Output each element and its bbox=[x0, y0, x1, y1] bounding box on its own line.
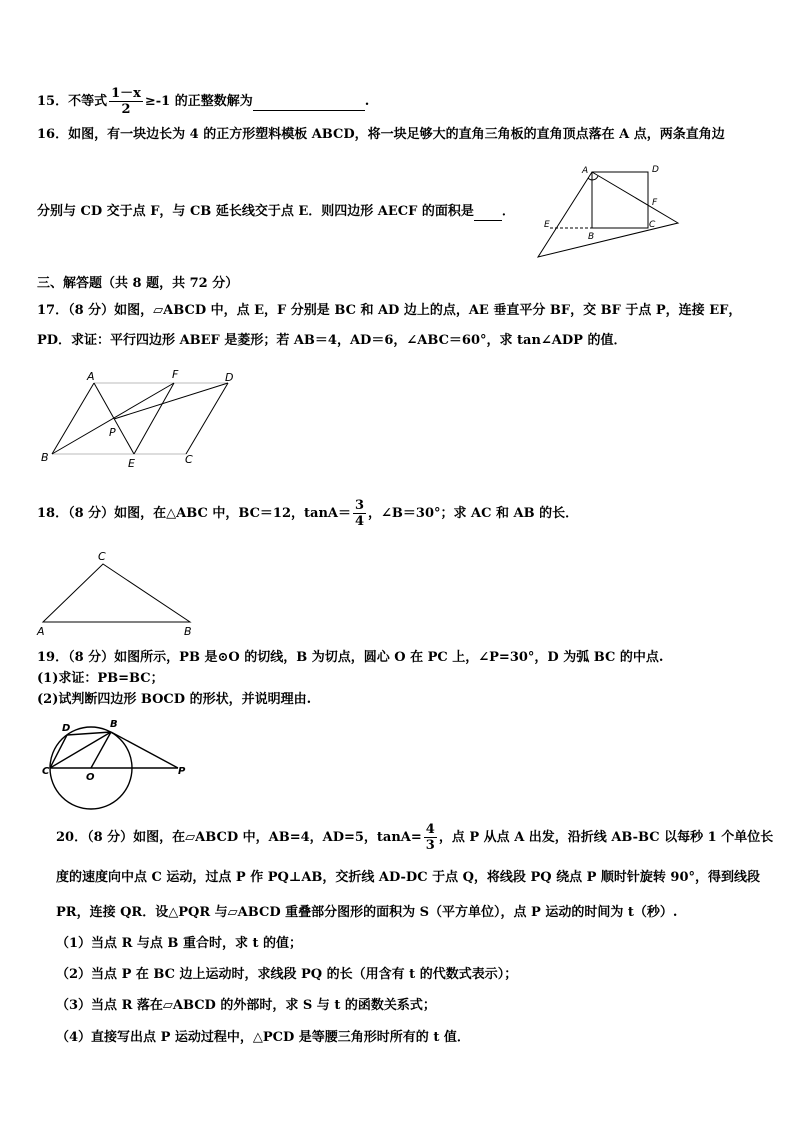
q20-sub3: （3）当点 R 落在▱ABCD 的外部时，求 S 与 t 的函数关系式； bbox=[56, 998, 436, 1013]
q19-line1: 19．（8 分）如图所示，PB 是⊙O 的切线，B 为切点，圆心 O 在 PC 上，∠P=30°，D 为弧 BC 的中点. bbox=[37, 650, 664, 665]
q16-answer-blank[interactable] bbox=[474, 204, 502, 221]
q17-label-b: B bbox=[41, 451, 49, 464]
q16-label-d: D bbox=[652, 165, 659, 175]
q15-fraction bbox=[109, 86, 143, 117]
q19-line2: (1)求证：PB=BC； bbox=[37, 671, 164, 686]
q17-label-e: E bbox=[128, 457, 135, 470]
q17-label-d: D bbox=[225, 371, 234, 384]
q20-line3: PR，连接 QR．设△PQR 与▱ABCD 重叠部分图形的面积为 S（平方单位），点 P 运动的时间为 t（秒）. bbox=[56, 905, 678, 920]
q18-figure bbox=[36, 548, 206, 638]
q16-figure bbox=[534, 160, 694, 260]
q17-side-ab bbox=[52, 383, 94, 454]
q16-label-a: A bbox=[582, 166, 589, 176]
q16-line1: 16．如图，有一块边长为 4 的正方形塑料模板 ABCD，将一块足够大的直角三角板的直角顶点落在 A 点，两条直角边 bbox=[37, 127, 725, 142]
q20-line2: 度的速度向中点 C 运动，过点 P 作 PQ⊥AB，交折线 AD-DC 于点 Q，将线段 PQ 绕点 P 顺时针旋转 90°，得到线段 bbox=[56, 870, 761, 885]
q15-answer-blank[interactable] bbox=[253, 94, 365, 111]
q16-tail: ． bbox=[501, 204, 515, 219]
q20-line1 bbox=[56, 822, 773, 853]
q17-figure bbox=[38, 368, 248, 468]
q19-line-pb bbox=[111, 732, 178, 768]
q16-label-c: C bbox=[649, 220, 656, 230]
q16-line2 bbox=[37, 204, 515, 221]
q17-label-a: A bbox=[87, 370, 95, 383]
q15-prefix: 15．不等式 bbox=[37, 94, 108, 109]
q18-suffix: ，∠B＝30°；求 AC 和 AB 的长． bbox=[368, 506, 579, 521]
q20-sub1: （1）当点 R 与点 B 重合时，求 t 的值； bbox=[56, 936, 302, 951]
q16-label-f: F bbox=[652, 198, 658, 208]
q18-frac-num: 3 bbox=[354, 498, 365, 513]
q19-label-b: B bbox=[110, 719, 118, 730]
q18-prefix: 18．（8 分）如图，在△ABC 中，BC＝12，tanA＝ bbox=[37, 506, 351, 521]
section3-title: 三、解答题（共 8 题，共 72 分） bbox=[37, 276, 239, 291]
q18-label-a: A bbox=[37, 625, 45, 638]
q16-line2-text: 分别与 CD 交于点 F，与 CB 延长线交于点 E．则四边形 AECF 的面积是 bbox=[37, 204, 474, 219]
q15-frac-num: 1－x bbox=[111, 86, 141, 101]
q20-frac-den: 3 bbox=[425, 838, 435, 853]
q15-frac-den: 2 bbox=[121, 102, 131, 117]
q19-line-db bbox=[67, 732, 111, 735]
q17-segment-bf bbox=[52, 383, 174, 454]
q17-segment-ef bbox=[134, 383, 174, 454]
q19-figure bbox=[38, 714, 198, 814]
q18-frac-den: 4 bbox=[354, 514, 365, 529]
q17-side-cd bbox=[186, 383, 228, 454]
q17-line1: 17．（8 分）如图，▱ABCD 中，点 E，F 分别是 BC 和 AD 边上的点，AE 垂直平分 BF，交 BF 于点 P，连接 EF， bbox=[37, 303, 742, 318]
q19-label-o: O bbox=[86, 772, 95, 783]
q17-line2: PD．求证：平行四边形 ABEF 是菱形；若 AB＝4，AD＝6，∠ABC＝60°，求 tan∠ADP 的值． bbox=[37, 333, 627, 348]
q20-suffix: ，点 P 从点 A 出发，沿折线 AB-BC 以每秒 1 个单位长 bbox=[438, 830, 774, 845]
q18-line bbox=[37, 498, 578, 529]
q17-label-f: F bbox=[172, 368, 179, 381]
q18-label-b: B bbox=[184, 625, 192, 638]
q20-frac-num: 4 bbox=[425, 822, 435, 837]
q15-line bbox=[37, 86, 369, 117]
q20-fraction bbox=[424, 822, 437, 853]
q18-fraction bbox=[353, 498, 366, 529]
q20-prefix: 20．（8 分）如图，在▱ABCD 中，AB=4，AD=5，tanA= bbox=[56, 830, 422, 845]
q19-line3: (2)试判断四边形 BOCD 的形状，并说明理由. bbox=[37, 692, 312, 707]
q17-label-p: P bbox=[109, 426, 116, 439]
q16-label-e: E bbox=[544, 220, 550, 230]
q16-triangle bbox=[538, 172, 678, 257]
q20-sub4: （4）直接写出点 P 运动过程中，△PCD 是等腰三角形时所有的 t 值． bbox=[56, 1030, 470, 1045]
q15-suffix: ≥-1 的正整数解为 bbox=[144, 94, 253, 109]
q20-sub2: （2）当点 P 在 BC 边上运动时，求线段 PQ 的长（用含有 t 的代数式表示）； bbox=[56, 967, 518, 982]
q16-label-b: B bbox=[588, 232, 595, 242]
q18-label-c: C bbox=[98, 550, 106, 563]
q19-label-d: D bbox=[62, 723, 71, 734]
q17-label-c: C bbox=[185, 453, 193, 466]
q19-label-c: C bbox=[42, 766, 50, 777]
q19-label-p: P bbox=[178, 766, 186, 777]
q15-tail: . bbox=[364, 94, 370, 109]
q18-triangle-abc bbox=[43, 564, 190, 622]
